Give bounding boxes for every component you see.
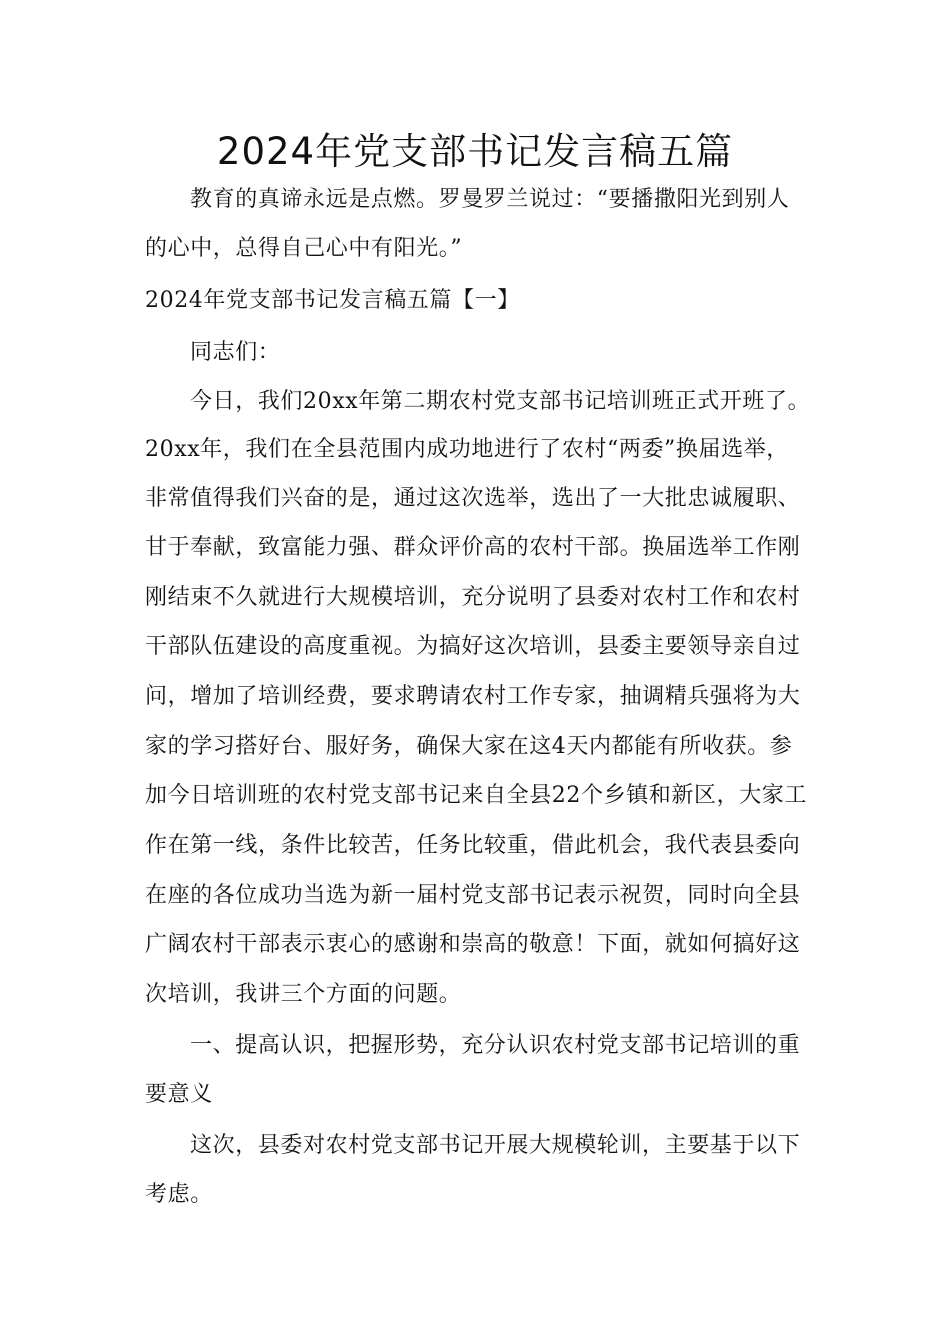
intro-line-1: 教育的真谛永远是点燃。罗曼罗兰说过：“要播撒阳光到别人 [190,187,790,212]
section-heading: 2024年党支部书记发言稿五篇【一】 [145,288,520,313]
body-line-12: 广阔农村干部表示衷心的感谢和崇高的敬意！下面，就如何搞好这 [145,932,801,957]
document-title: 2024年党支部书记发言稿五篇 [216,130,734,173]
body-line-5: 刚结束不久就进行大规模培训，充分说明了县委对农村工作和农村 [145,585,801,610]
body-line-4: 甘于奉献，致富能力强、群众评价高的农村干部。换届选举工作刚 [145,535,801,560]
body-line-13: 次培训，我讲三个方面的问题。 [145,982,462,1007]
closing-line-2: 考虑。 [145,1182,213,1207]
closing-line-1: 这次，县委对农村党支部书记开展大规模轮训，主要基于以下 [190,1133,801,1158]
point-one-line-2: 要意义 [145,1082,213,1107]
point-one-line-1: 一、提高认识，把握形势，充分认识农村党支部书记培训的重 [190,1033,801,1058]
body-line-10: 作在第一线，条件比较苦，任务比较重，借此机会，我代表县委向 [145,833,801,858]
body-line-2: 20xx年，我们在全县范围内成功地进行了农村“两委”换届选举， [145,437,789,462]
body-line-1: 今日，我们20xx年第二期农村党支部书记培训班正式开班了。 [190,389,811,414]
body-line-7: 问，增加了培训经费，要求聘请农村工作专家，抽调精兵强将为大 [145,684,801,709]
body-line-6: 干部队伍建设的高度重视。为搞好这次培训，县委主要领导亲自过 [145,634,801,659]
salutation: 同志们： [190,340,281,365]
body-line-8: 家的学习搭好台、服好务，确保大家在这4天内都能有所收获。参 [145,734,793,759]
body-line-3: 非常值得我们兴奋的是，通过这次选举，选出了一大批忠诚履职、 [145,486,801,511]
intro-line-2: 的心中，总得自己心中有阳光。” [145,236,463,261]
body-line-9: 加今日培训班的农村党支部书记来自全县22个乡镇和新区，大家工 [145,783,807,808]
body-line-11: 在座的各位成功当选为新一届村党支部书记表示祝贺，同时向全县 [145,883,801,908]
